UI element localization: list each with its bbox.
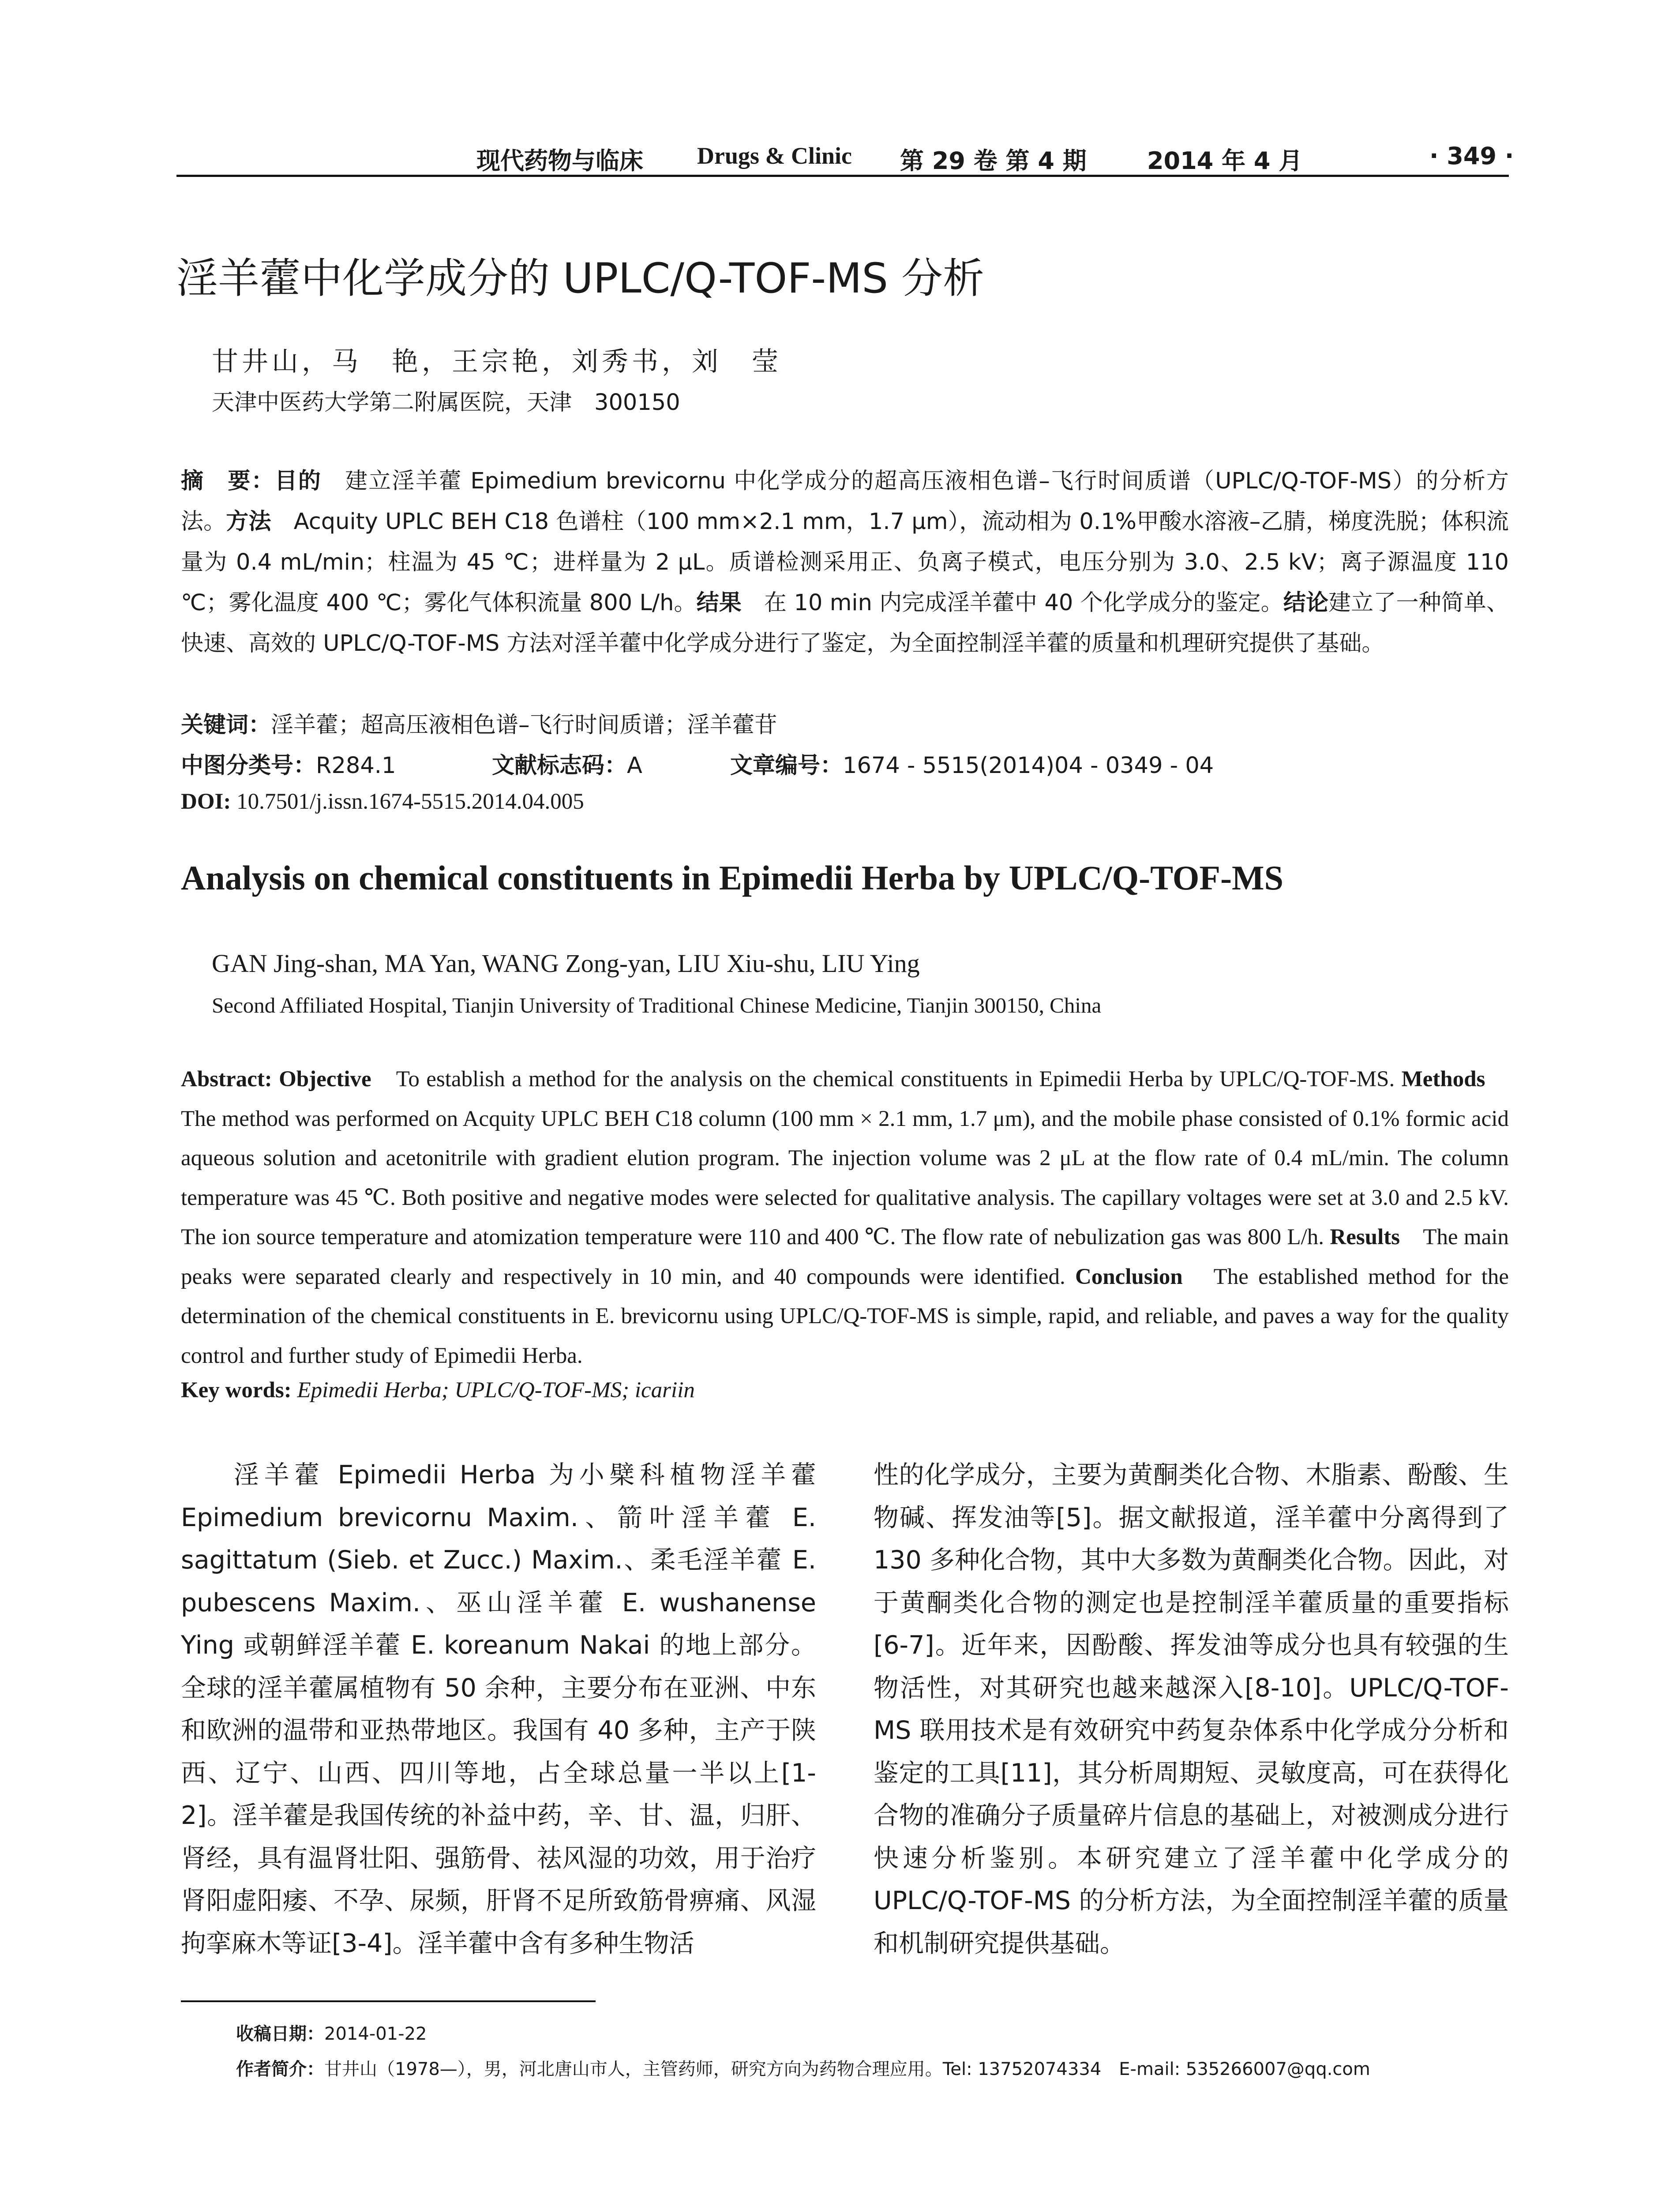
objective-label-cn: 目的 (274, 468, 322, 494)
clc-label: 中图分类号： (181, 753, 316, 779)
results-label-cn: 结果 (696, 590, 742, 616)
issue-info: 第 29 卷 第 4 期 (900, 147, 1087, 175)
abstract-en-label: Abstract: Objective (181, 1067, 371, 1092)
results-label-en: Results (1330, 1225, 1400, 1249)
doc-code (492, 747, 642, 780)
doc-code-value: A (627, 753, 642, 779)
objective-text-cn: 建立淫羊藿 Epimedium brevicornu 中化学成分的超高压液相色谱–飞行时间质谱（UPLC/Q-TOF-MS）的分析方法。 (181, 468, 1509, 535)
article-number-label: 文章编号： (730, 753, 843, 779)
received-date (236, 2020, 427, 2045)
results-text-cn: 在 10 min 内完成淫羊藿中 40 个化学成分的鉴定。 (741, 590, 1283, 616)
received-label: 收稿日期： (236, 2024, 324, 2044)
authors-cn: 甘井山，马 艳，王宗艳，刘秀书，刘 莹 (212, 346, 782, 377)
conclusion-text-en: The established method for the determination of the chemical constituents in E. brevicornu using UPLC/Q-TOF-MS is simple, rapid, and reliable, and paves a way for the quality control and further study of Epimedii Herba. (181, 1264, 1509, 1368)
methods-label-en: Methods (1401, 1067, 1485, 1092)
article-number-value: 1674 - 5515(2014)04 - 0349 - 04 (843, 753, 1214, 779)
journal-name-cn: 现代药物与临床 (476, 147, 643, 175)
running-header (176, 132, 1514, 177)
conclusion-label-cn: 结论 (1283, 590, 1329, 616)
methods-text-en: The method was performed on Acquity UPLC BEH C18 column (100 mm × 2.1 mm, 1.7 μm), and the mobile phase consisted of 0.1% formic acid aqueous solution and acetonitrile with gradient elution program. The injection volume was 2 μL at the flow rate of 0.4 mL/min. The column temperature was 45 ℃. Both positive and negative modes were selected for qualitative analysis. The capillary voltages were set at 3.0 and 2.5 kV. The ion source temperature and atomization temperature were 110 and 400 ℃. The flow rate of nebulization gas was 800 L/h. (181, 1067, 1509, 1249)
keywords-cn (181, 706, 777, 739)
doi-label: DOI: (181, 789, 231, 814)
title-en: Analysis on chemical constituents in Epimedii Herba by UPLC/Q-TOF-MS (181, 859, 1284, 897)
abstract-cn (181, 461, 1509, 664)
authors-en: GAN Jing-shan, MA Yan, WANG Zong-yan, LIU Xiu-shu, LIU Ying (212, 949, 920, 978)
affiliation-en: Second Affiliated Hospital, Tianjin University of Traditional Chinese Medicine, Tianjin 300150, China (212, 993, 1102, 1017)
author-bio-value: 甘井山（1978—），男，河北唐山市人，主管药师，研究方向为药物合理应用。Tel: 13752074334 E-mail: 535266007@qq.com (324, 2059, 1370, 2079)
title-cn: 淫羊藿中化学成分的 UPLC/Q-TOF-MS 分析 (176, 255, 984, 303)
conclusion-label-en: Conclusion (1075, 1264, 1183, 1289)
page-number: · 349 · (1429, 142, 1514, 170)
issue-date: 2014 年 4 月 (1147, 147, 1303, 175)
methods-label-cn: 方法 (226, 509, 271, 535)
clc-value: R284.1 (316, 753, 396, 779)
footnote-rule (181, 2000, 596, 2002)
doc-code-label: 文献标志码： (492, 753, 627, 779)
keywords-en-label: Key words: (181, 1378, 292, 1403)
doi-line (181, 789, 584, 814)
abstract-cn-label: 摘 要： (181, 468, 275, 494)
journal-name-en: Drugs & Clinic (697, 143, 852, 169)
body-column-left: 淫羊藿 Epimedii Herba 为小檗科植物淫羊藿 Epimedium brevicornu Maxim.、箭叶淫羊藿 E. sagittatum (Sieb. et Zucc.) Maxim.、柔毛淫羊藿 E. pubescens Maxim.、巫山淫羊藿 E. wushanense Ying 或朝鲜淫羊藿 E. koreanum Nakai 的地上部分。全球的淫羊藿属植物有 50 余种，主要分布在亚洲、中东和欧洲的温带和亚热带地区。我国有 40 多种，主产于陕西、辽宁、山西、四川等地，占全球总量一半以上[1-2]。淫羊藿是我国传统的补益中药，辛、甘、温，归肝、肾经，具有温肾壮阳、强筋骨、祛风湿的功效，用于治疗肾阳虚阳痿、不孕、尿频，肝肾不足所致筋骨痹痛、风湿拘挛麻木等证[3-4]。淫羊藿中含有多种生物活 (181, 1460, 816, 1958)
affiliation-cn: 天津中医药大学第二附属医院，天津 300150 (212, 390, 680, 416)
keywords-en (181, 1377, 695, 1403)
received-value: 2014-01-22 (324, 2024, 427, 2044)
abstract-en (181, 1060, 1509, 1376)
results-text-en: The main peaks were separated clearly and respectively in 10 min, and 40 compounds were identified. (181, 1225, 1509, 1289)
conclusion-text-cn: 建立了一种简单、快速、高效的 UPLC/Q-TOF-MS 方法对淫羊藿中化学成分进行了鉴定，为全面控制淫羊藿的质量和机理研究提供了基础。 (181, 590, 1509, 657)
methods-text-cn: Acquity UPLC BEH C18 色谱柱（100 mm×2.1 mm，1.7 μm），流动相为 0.1%甲酸水溶液–乙腈，梯度洗脱；体积流量为 0.4 mL/min；柱温为 45 ℃；进样量为 2 μL。质谱检测采用正、负离子模式，电压分别为 3.0、2.5 kV；离子源温度 110 ℃；雾化温度 400 ℃；雾化气体积流量 800 L/h。 (181, 509, 1509, 616)
body-column-right: 性的化学成分，主要为黄酮类化合物、木脂素、酚酸、生物碱、挥发油等[5]。据文献报道，淫羊藿中分离得到了 130 多种化合物，其中大多数为黄酮类化合物。因此，对于黄酮类化合物的测定也是控制淫羊藿质量的重要指标[6-7]。近年来，因酚酸、挥发油等成分也具有较强的生物活性，对其研究也越来越深入[8-10]。UPLC/Q-TOF-MS 联用技术是有效研究中药复杂体系中化学成分分析和鉴定的工具[11]，其分析周期短、灵敏度高，可在获得化合物的准确分子质量碎片信息的基础上，对被测成分进行快速分析鉴别。本研究建立了淫羊藿中化学成分的 UPLC/Q-TOF-MS 的分析方法，为全面控制淫羊藿的质量和机制研究提供基础。 (874, 1460, 1509, 1958)
author-bio-label: 作者简介： (236, 2059, 324, 2079)
keywords-cn-value: 淫羊藿；超高压液相色谱–飞行时间质谱；淫羊藿苷 (271, 712, 777, 738)
classification-line (181, 747, 396, 780)
keywords-cn-label: 关键词： (181, 712, 271, 738)
keywords-en-value: Epimedii Herba; UPLC/Q-TOF-MS; icariin (291, 1378, 695, 1403)
author-bio (236, 2055, 1370, 2080)
doi-value[interactable]: 10.7501/j.issn.1674-5515.2014.04.005 (231, 789, 584, 814)
article-number (730, 747, 1214, 780)
objective-text-en: To establish a method for the analysis on the chemical constituents in Epimedii Herba by UPLC/Q-TOF-MS. (371, 1067, 1395, 1092)
